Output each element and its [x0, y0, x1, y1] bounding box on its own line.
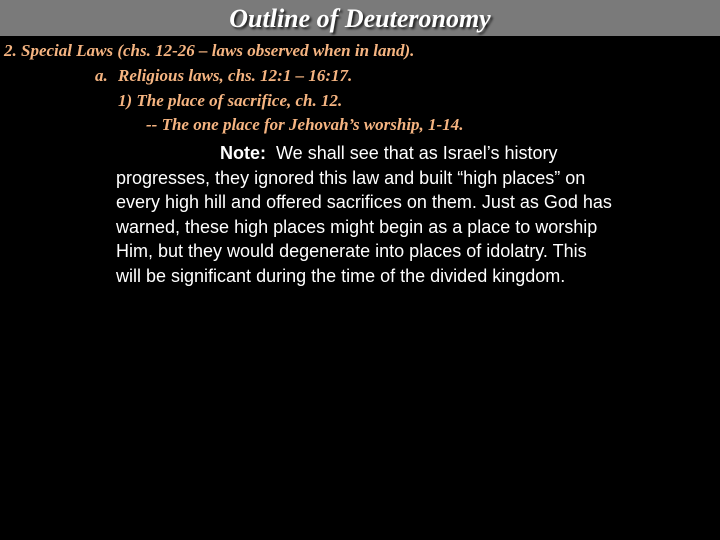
note-line: every high hill and offered sacrifices on them. Just as God has [116, 192, 612, 212]
note-paragraph [116, 141, 718, 288]
title-bar [0, 0, 720, 36]
note-line: progresses, they ignored this law and built “high places” on [116, 167, 586, 188]
note-line: warned, these high places might begin as a place to worship [116, 216, 598, 237]
note-label: Note: [220, 143, 266, 163]
outline-level-2 [95, 66, 352, 86]
outline-level-4: -- The one place for Jehovah’s worship, 1-14. [146, 115, 464, 134]
slide-title: Outline of Deuteronomy [229, 4, 491, 33]
outline-level-3: 1) The place of sacrifice, ch. 12. [118, 91, 343, 110]
note-line: will be significant during the time of the divided kingdom. [116, 265, 566, 286]
note-line [116, 141, 718, 166]
outline-level-2-marker: a. [95, 66, 108, 85]
outline-level-1: 2. Special Laws (chs. 12-26 – laws observed when in land). [4, 41, 415, 60]
outline-level-2-text: Religious laws, chs. 12:1 – 16:17. [118, 66, 353, 85]
note-line: Him, but they would degenerate into places of idolatry. This [116, 241, 587, 261]
note-line-text: We shall see that as Israel’s history [276, 143, 558, 163]
